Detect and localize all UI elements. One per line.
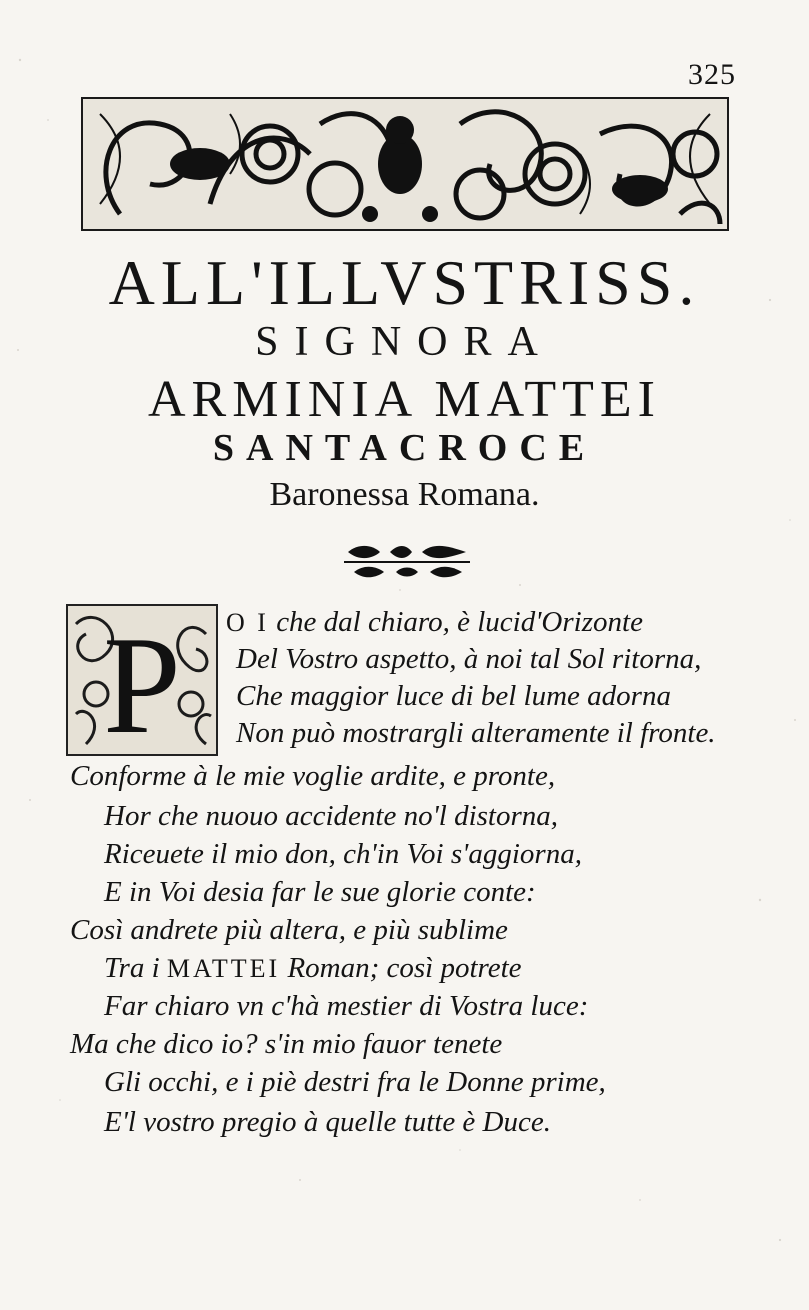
poem-line-1 (226, 604, 643, 641)
poem-line-9: Così andrete più altera, e più sublime (70, 914, 508, 946)
poem-line-5: Conforme à le mie voglie ardite, e pronte, (70, 760, 556, 792)
poem-line-7: Riceuete il mio don, ch'in Voi s'aggiorna, (104, 838, 582, 870)
page-number: 325 (688, 58, 736, 91)
decorated-initial-icon (66, 604, 218, 756)
title-dedication: ALL'ILLVSTRISS. (108, 247, 701, 318)
poem-line-1-smallcaps: O I (226, 608, 269, 637)
poem-line-2: Del Vostro aspetto, à noi tal Sol ritorna, (236, 643, 702, 675)
poem-line-10-a: Tra i (104, 952, 167, 984)
poem-line-11: Far chiaro vn c'hà mestier di Vostra luce: (104, 990, 589, 1022)
poem-line-13: Gli occhi, e i piè destri fra le Donne prime, (104, 1066, 606, 1098)
title-surname: SANTACROCE (212, 427, 597, 469)
grotesque-headpiece-icon (80, 94, 730, 234)
title-name: ARMINIA MATTEI (148, 371, 661, 428)
poem-line-14: E'l vostro pregio à quelle tutte è Duce. (104, 1106, 551, 1138)
poem-line-4: Non può mostrargli alteramente il fronte. (236, 717, 716, 749)
poem-line-10 (104, 950, 522, 987)
poem-line-10-b: Roman; così potrete (280, 952, 522, 984)
poem-line-12: Ma che dico io? s'in mio fauor tenete (70, 1028, 503, 1060)
fleuron-icon (340, 540, 474, 584)
dropcap-letter: P (103, 608, 181, 756)
title-rank: Baronessa Romana. (269, 476, 540, 513)
poem-line-8: E in Voi desia far le sue glorie conte: (104, 876, 536, 908)
title-signora: SIGNORA (255, 319, 554, 365)
poem-line-1-text: che dal chiaro, è lucid'Orizonte (268, 606, 643, 638)
poem-line-10-smallcaps: MATTEI (166, 954, 281, 983)
poem-line-6: Hor che nuouo accidente no'l distorna, (104, 800, 559, 832)
poem-line-3: Che maggior luce di bel lume adorna (236, 680, 671, 712)
